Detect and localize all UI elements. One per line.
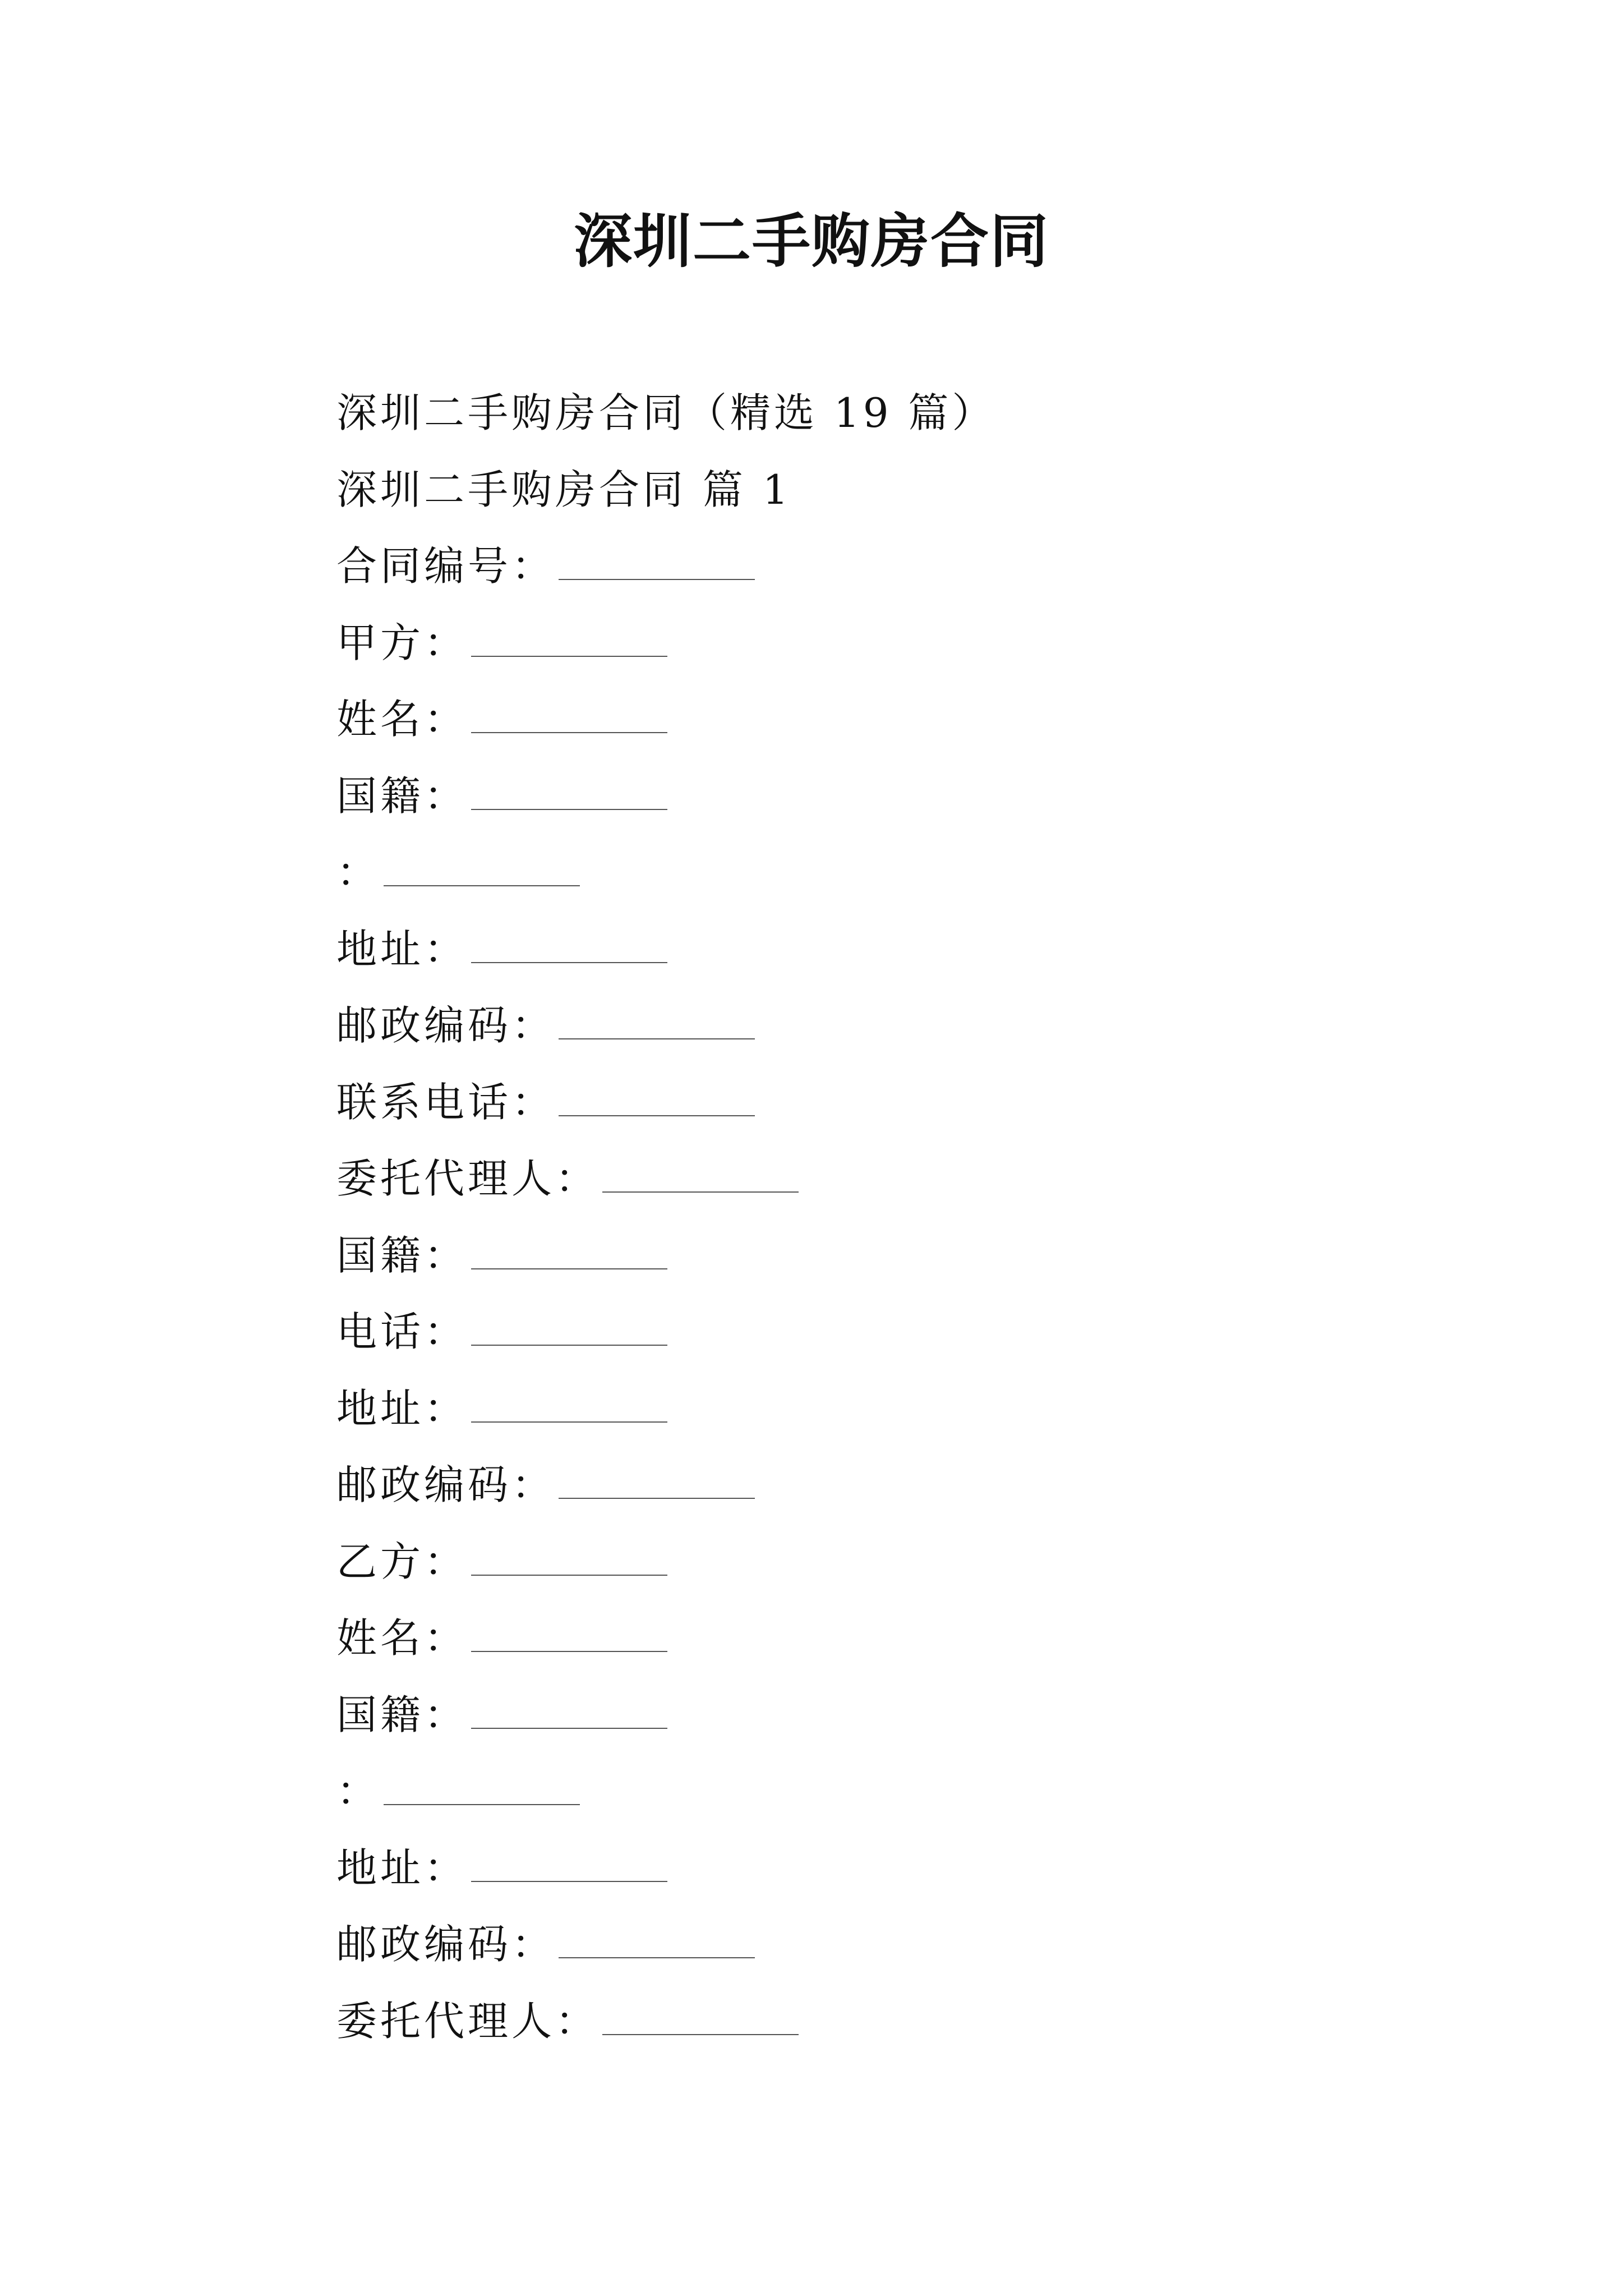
field-label: ： [336, 1768, 381, 1815]
fill-in-blank [471, 1573, 667, 1576]
field-label: 乙方： [336, 1538, 468, 1585]
field-label: 邮政编码： [336, 1921, 556, 1968]
fill-in-blank [471, 961, 667, 963]
fill-in-blank [471, 731, 667, 733]
document-body [336, 375, 1514, 2059]
form-field-line [336, 681, 1514, 758]
form-field-line [336, 1600, 1514, 1677]
field-label: ： [336, 849, 381, 896]
field-label: 姓名： [336, 1614, 468, 1662]
field-label: 国籍： [336, 1231, 468, 1279]
fill-in-blank [384, 884, 580, 886]
form-field-line [336, 528, 1514, 605]
field-label: 委托代理人： [336, 1997, 600, 2045]
collection-heading [336, 375, 1514, 452]
form-field-line [336, 1906, 1514, 1983]
field-label: 地址： [336, 1384, 468, 1432]
field-label: 国籍： [336, 1691, 468, 1738]
form-field-line [336, 1677, 1514, 1754]
fill-in-blank [471, 1727, 667, 1729]
fill-in-blank [471, 1343, 667, 1346]
form-field-line [336, 834, 1514, 911]
field-label: 姓名： [336, 696, 468, 743]
fill-in-blank [559, 1037, 755, 1039]
line-label: 深圳二手购房合同 篇 1 [336, 466, 792, 513]
form-field-line [336, 605, 1514, 682]
form-field-line [336, 1753, 1514, 1830]
fill-in-blank [471, 808, 667, 810]
fill-in-blank [471, 1880, 667, 1882]
form-field-line [336, 1294, 1514, 1370]
form-field-line [336, 1370, 1514, 1447]
field-label: 邮政编码： [336, 1002, 556, 1049]
field-label: 地址： [336, 1844, 468, 1892]
field-label: 联系电话： [336, 1078, 556, 1126]
fill-in-blank [471, 1650, 667, 1652]
fill-in-blank [471, 655, 667, 657]
form-field-line [336, 1140, 1514, 1217]
form-field-line [336, 1447, 1514, 1524]
fill-in-blank [471, 1420, 667, 1423]
fill-in-blank [384, 1803, 580, 1805]
fill-in-blank [559, 578, 755, 580]
form-field-line [336, 1524, 1514, 1600]
fill-in-blank [559, 1497, 755, 1499]
fill-in-blank [602, 2033, 799, 2035]
field-label: 合同编号： [336, 542, 556, 590]
fill-in-blank [471, 1267, 667, 1269]
field-label: 甲方： [336, 619, 468, 666]
document-title: 深圳二手购房合同 [573, 206, 1049, 275]
form-field-line [336, 987, 1514, 1064]
form-field-line [336, 758, 1514, 835]
fill-in-blank [559, 1956, 755, 1958]
field-label: 地址： [336, 925, 468, 973]
form-field-line [336, 1064, 1514, 1141]
line-label: 深圳二手购房合同（精选 19 篇） [336, 389, 996, 436]
fill-in-blank [559, 1114, 755, 1116]
form-field-line [336, 1217, 1514, 1294]
field-label: 委托代理人： [336, 1155, 600, 1202]
field-label: 国籍： [336, 772, 468, 820]
section-heading [336, 452, 1514, 528]
form-field-line [336, 1983, 1514, 2060]
form-field-line [336, 911, 1514, 988]
fill-in-blank [602, 1190, 799, 1193]
form-field-line [336, 1830, 1514, 1907]
field-label: 电话： [336, 1308, 468, 1355]
field-label: 邮政编码： [336, 1461, 556, 1508]
